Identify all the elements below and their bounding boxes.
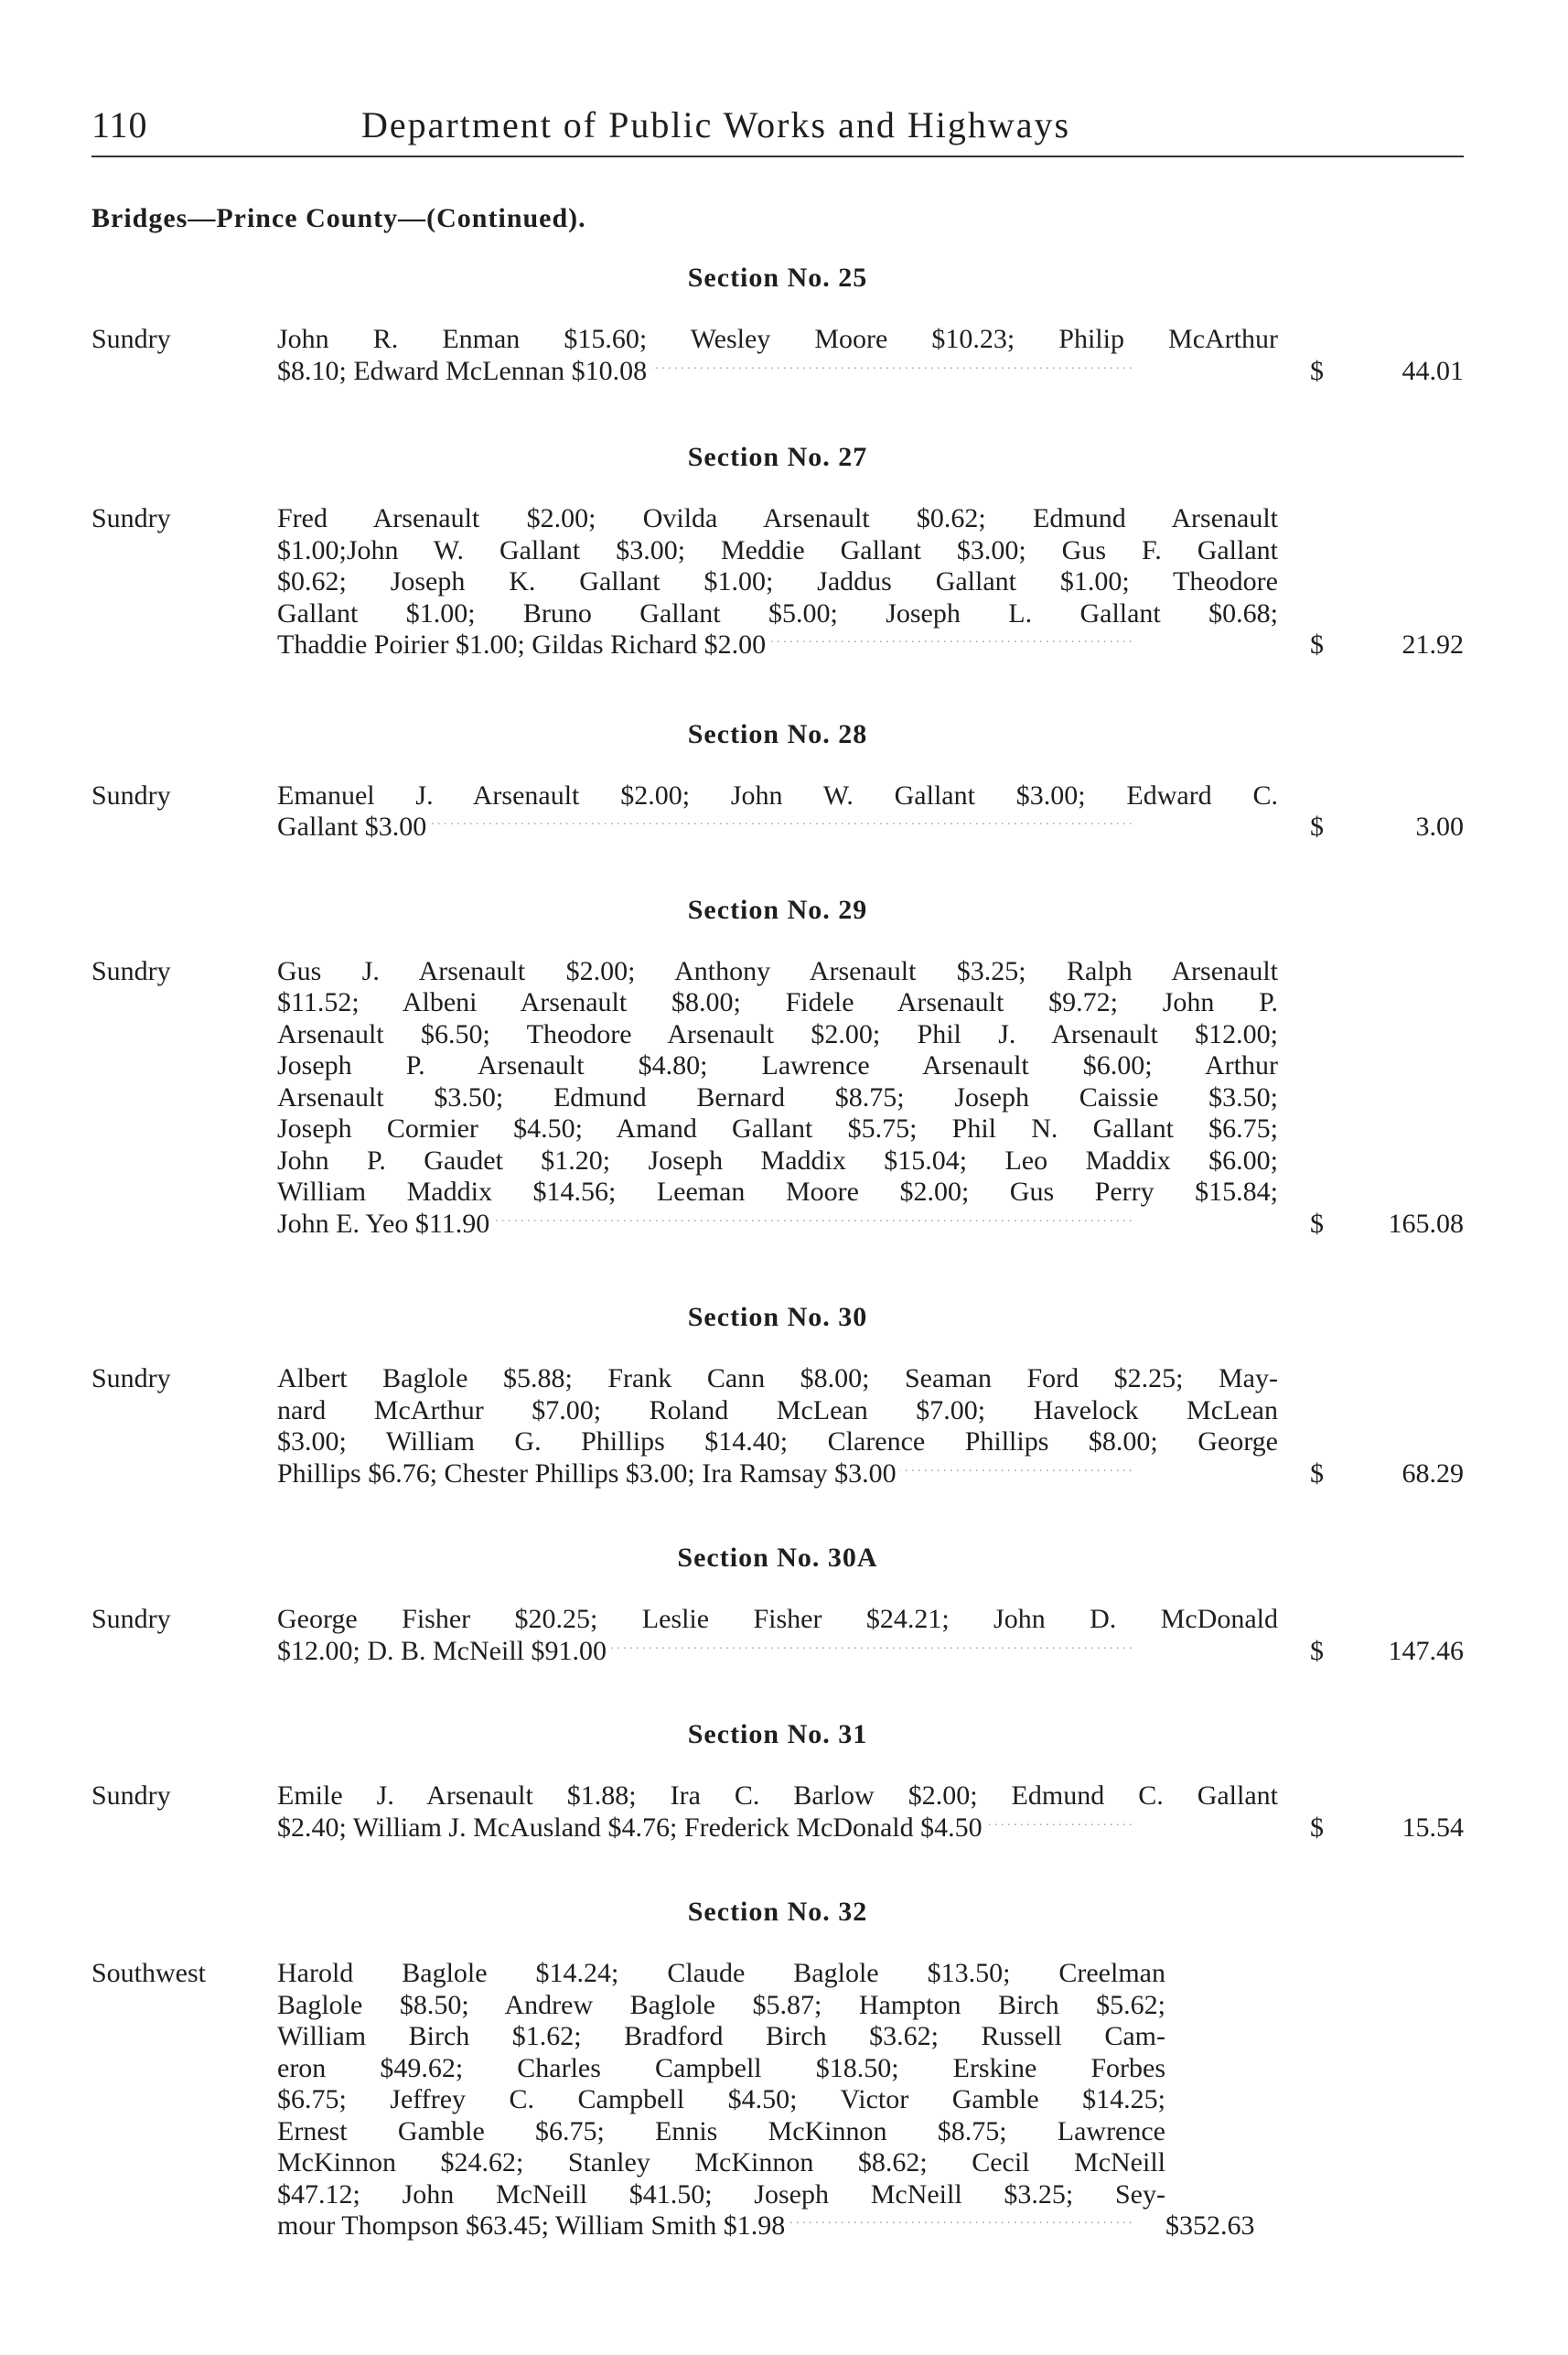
section-entry <box>0 324 1568 387</box>
payee-line: Gallant $1.00; Bruno Gallant $5.00; Joseph L. Gallant $0.68; <box>277 598 1282 630</box>
payee-line: $6.75; Jeffrey C. Campbell $4.50; Victor Gamble $14.25; <box>277 2084 1169 2116</box>
payee-line: William Birch $1.62; Bradford Birch $3.62; Russell Cam- <box>277 2021 1169 2053</box>
payee-line: William Maddix $14.56; Leeman Moore $2.00; Gus Perry $15.84; <box>277 1177 1282 1209</box>
payee-line: Gallant $3.00 . . . <box>277 812 1282 844</box>
section-title: Section No. 25 <box>687 263 868 293</box>
dollar-sign: $ <box>1310 355 1324 386</box>
section-total: 3.00 <box>1415 812 1464 842</box>
payee-line: $3.00; William G. Phillips $14.40; Clarence Phillips $8.00; George <box>277 1426 1282 1458</box>
section-entry <box>0 503 1568 661</box>
page-heading: Bridges—Prince County—(Continued). <box>91 203 586 233</box>
payee-line: $2.40; William J. McAusland $4.76; Frederick McDonald $4.50 . . . <box>277 1812 1282 1844</box>
payee-list <box>277 503 1282 661</box>
section-title: Section No. 27 <box>687 442 868 472</box>
header-rule <box>91 156 1464 157</box>
section-title: Section No. 30A <box>677 1543 878 1573</box>
locality-label: Southwest <box>91 1958 207 1988</box>
payee-line: McKinnon $24.62; Stanley McKinnon $8.62; Cecil McNeill <box>277 2147 1169 2179</box>
payee-line: Baglole $8.50; Andrew Baglole $5.87; Hampton Birch $5.62; <box>277 1990 1169 2022</box>
section-total: 44.01 <box>1402 355 1464 386</box>
payee-line: Emile J. Arsenault $1.88; Ira C. Barlow $2.00; Edmund C. Gallant <box>277 1780 1282 1812</box>
section-entry <box>0 956 1568 1241</box>
dollar-sign: $ <box>1310 629 1324 660</box>
payee-line: Joseph Cormier $4.50; Amand Gallant $5.75; Phil N. Gallant $6.75; <box>277 1113 1282 1145</box>
section-total: 15.54 <box>1402 1812 1464 1843</box>
payee-line: Joseph P. Arsenault $4.80; Lawrence Arsenault $6.00; Arthur <box>277 1050 1282 1082</box>
payee-line: Thaddie Poirier $1.00; Gildas Richard $2.00 . . . <box>277 629 1282 661</box>
section-block <box>0 1892 1568 2242</box>
payee-list <box>277 1958 1169 2242</box>
locality-label: Sundry <box>91 780 171 811</box>
payee-line: $11.52; Albeni Arsenault $8.00; Fidele Arsenault $9.72; John P. <box>277 987 1282 1019</box>
payee-list <box>277 956 1282 1241</box>
payee-line: John P. Gaudet $1.20; Joseph Maddix $15.04; Leo Maddix $6.00; <box>277 1145 1282 1178</box>
payee-list <box>277 1363 1282 1489</box>
section-block <box>0 1297 1568 1538</box>
dollar-sign: $ <box>1310 1635 1324 1666</box>
section-block <box>0 1538 1568 1715</box>
page-header <box>0 0 1568 160</box>
locality-label: Sundry <box>91 1363 171 1393</box>
section-block <box>0 437 1568 715</box>
section-title: Section No. 32 <box>687 1897 868 1927</box>
locality-label: Sundry <box>91 955 171 986</box>
locality-label: Sundry <box>91 503 171 533</box>
payee-line: $1.00;John W. Gallant $3.00; Meddie Gallant $3.00; Gus F. Gallant <box>277 535 1282 567</box>
section-entry <box>0 1958 1568 2242</box>
payee-list <box>277 1780 1282 1844</box>
payee-line: nard McArthur $7.00; Roland McLean $7.00; Havelock McLean <box>277 1395 1282 1427</box>
section-title: Section No. 31 <box>687 1719 868 1749</box>
payee-list <box>277 780 1282 844</box>
section-block <box>0 890 1568 1298</box>
section-total: 165.08 <box>1388 1208 1464 1239</box>
section-total: 147.46 <box>1388 1635 1464 1666</box>
payee-line: $12.00; D. B. McNeill $91.00 . . . <box>277 1636 1282 1668</box>
payee-line: Albert Baglole $5.88; Frank Cann $8.00; Seaman Ford $2.25; May- <box>277 1363 1282 1395</box>
payee-list <box>277 324 1282 387</box>
payee-line: $0.62; Joseph K. Gallant $1.00; Jaddus Gallant $1.00; Theodore <box>277 566 1282 598</box>
locality-label: Sundry <box>91 1780 171 1811</box>
section-total: 68.29 <box>1402 1457 1464 1489</box>
section-block <box>0 258 1568 437</box>
section-entry <box>0 780 1568 844</box>
running-title: Department of Public Works and Highways <box>361 104 1071 145</box>
dollar-sign: $ <box>1310 1208 1324 1239</box>
payee-line: Ernest Gamble $6.75; Ennis McKinnon $8.75; Lawrence <box>277 2116 1169 2148</box>
section-total: 21.92 <box>1402 629 1464 660</box>
payee-line: Gus J. Arsenault $2.00; Anthony Arsenault $3.25; Ralph Arsenault <box>277 956 1282 988</box>
section-entry <box>0 1604 1568 1667</box>
payee-line: Arsenault $3.50; Edmund Bernard $8.75; Joseph Caissie $3.50; <box>277 1082 1282 1114</box>
section-title: Section No. 29 <box>687 894 868 925</box>
page-number: 110 <box>91 104 148 145</box>
dollar-sign: $ <box>1310 1812 1324 1843</box>
section-title: Section No. 28 <box>687 718 868 749</box>
section-title: Section No. 30 <box>687 1302 868 1332</box>
locality-label: Sundry <box>91 324 171 354</box>
section-entry <box>0 1363 1568 1489</box>
locality-label: Sundry <box>91 1604 171 1634</box>
payee-line: George Fisher $20.25; Leslie Fisher $24.21; John D. McDonald <box>277 1604 1282 1636</box>
payee-line: Emanuel J. Arsenault $2.00; John W. Gallant $3.00; Edward C. <box>277 780 1282 812</box>
payee-line: Arsenault $6.50; Theodore Arsenault $2.00; Phil J. Arsenault $12.00; <box>277 1019 1282 1051</box>
sections-list <box>0 258 1568 2242</box>
section-entry <box>0 1780 1568 1844</box>
payee-line: Phillips $6.76; Chester Phillips $3.00; Ira Ramsay $3.00 . . . <box>277 1458 1282 1490</box>
payee-line: John R. Enman $15.60; Wesley Moore $10.23; Philip McArthur <box>277 324 1282 356</box>
section-block <box>0 715 1568 890</box>
payee-line: Fred Arsenault $2.00; Ovilda Arsenault $0.62; Edmund Arsenault <box>277 503 1282 535</box>
payee-line: $47.12; John McNeill $41.50; Joseph McNeill $3.25; Sey- <box>277 2179 1169 2211</box>
dollar-sign: $ <box>1310 812 1324 842</box>
dollar-sign: $ <box>1310 1457 1324 1489</box>
payee-line: Harold Baglole $14.24; Claude Baglole $13.50; Creelman <box>277 1958 1169 1990</box>
payee-line: eron $49.62; Charles Campbell $18.50; Erskine Forbes <box>277 2053 1169 2085</box>
payee-line: John E. Yeo $11.90 . . . <box>277 1209 1282 1241</box>
payee-list <box>277 1604 1282 1667</box>
payee-line: $8.10; Edward McLennan $10.08 . . . <box>277 356 1282 388</box>
payee-line: mour Thompson $63.45; William Smith $1.98 . . . <box>277 2210 1169 2242</box>
section-block <box>0 1715 1568 1892</box>
section-total: $352.63 <box>1165 2210 1255 2241</box>
